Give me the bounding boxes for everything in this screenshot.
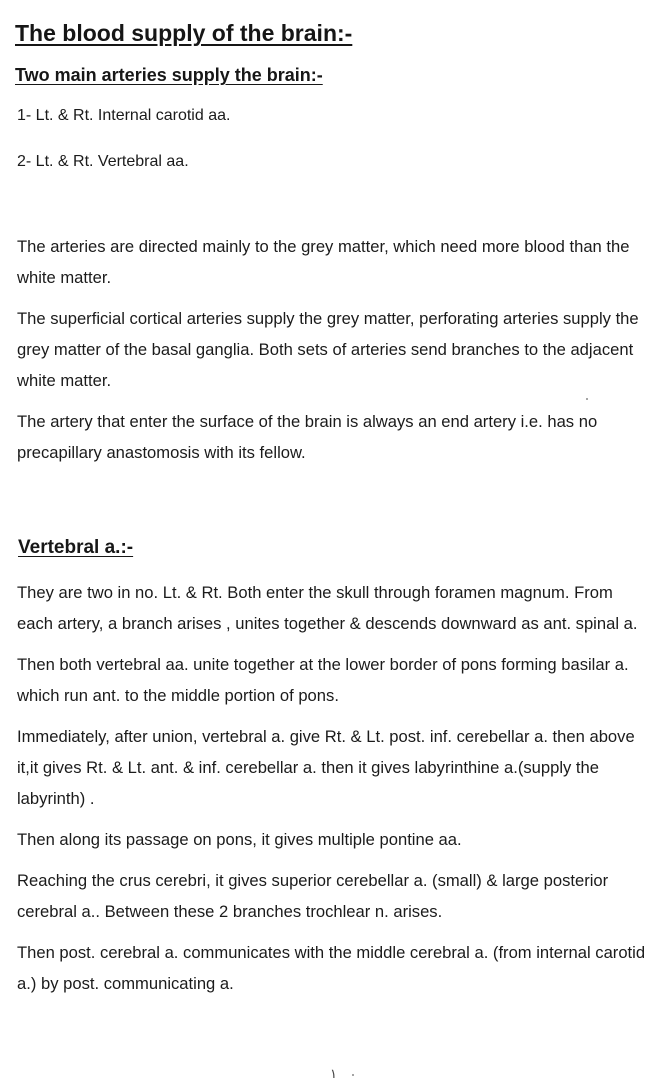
page-title: The blood supply of the brain:- xyxy=(15,20,353,46)
list-item-vertebral: 2- Lt. & Rt. Vertebral aa. xyxy=(17,153,189,170)
paragraph-immediately: Immediately, after union, vertebral a. give Rt. & Lt. post. inf. cerebellar a. then above it,it gives Rt. & Lt. ant. & inf. cerebellar a. then it gives labyrinthine a.(supply the labyrinth) . xyxy=(17,727,635,808)
section-subtitle: Two main arteries supply the brain:- xyxy=(15,65,323,85)
list-item-internal-carotid: 1- Lt. & Rt. Internal carotid aa. xyxy=(17,107,231,124)
paragraph-basilar: Then both vertebral aa. unite together at the lower border of pons forming basilar a. which run ant. to the middle portion of pons. xyxy=(17,655,629,705)
paragraph-end-artery: The artery that enter the surface of the brain is always an end artery i.e. has no precapillary anastomosis with its fellow. xyxy=(17,412,598,462)
paragraph-pontine: Then along its passage on pons, it gives multiple pontine aa. xyxy=(17,830,462,849)
paragraph-posterior-cerebral: Then post. cerebral a. communicates with the middle cerebral a. (from internal carotid a.) by post. communicating a. xyxy=(17,943,646,993)
paragraph-grey-matter: The arteries are directed mainly to the grey matter, which need more blood than the white matter. xyxy=(17,237,630,287)
scan-speck xyxy=(352,1074,354,1076)
paragraph-vertebral-two: They are two in no. Lt. & Rt. Both enter the skull through foramen magnum. From each artery, a branch arises , unites together & descends downward as ant. spinal a. xyxy=(17,583,638,633)
page-number: ١ xyxy=(330,1066,337,1081)
scan-speck xyxy=(586,398,588,400)
paragraph-crus-cerebri: Reaching the crus cerebri, it gives superior cerebellar a. (small) & large posterior cerebral a.. Between these 2 branches trochlear n. arises. xyxy=(17,871,609,921)
vertebral-heading: Vertebral a.:- xyxy=(18,537,134,558)
paragraph-superficial-arteries: The superficial cortical arteries supply the grey matter, perforating arteries supply the grey matter of the basal ganglia. Both sets of arteries send branches to the adjacent white matter. xyxy=(17,309,639,390)
